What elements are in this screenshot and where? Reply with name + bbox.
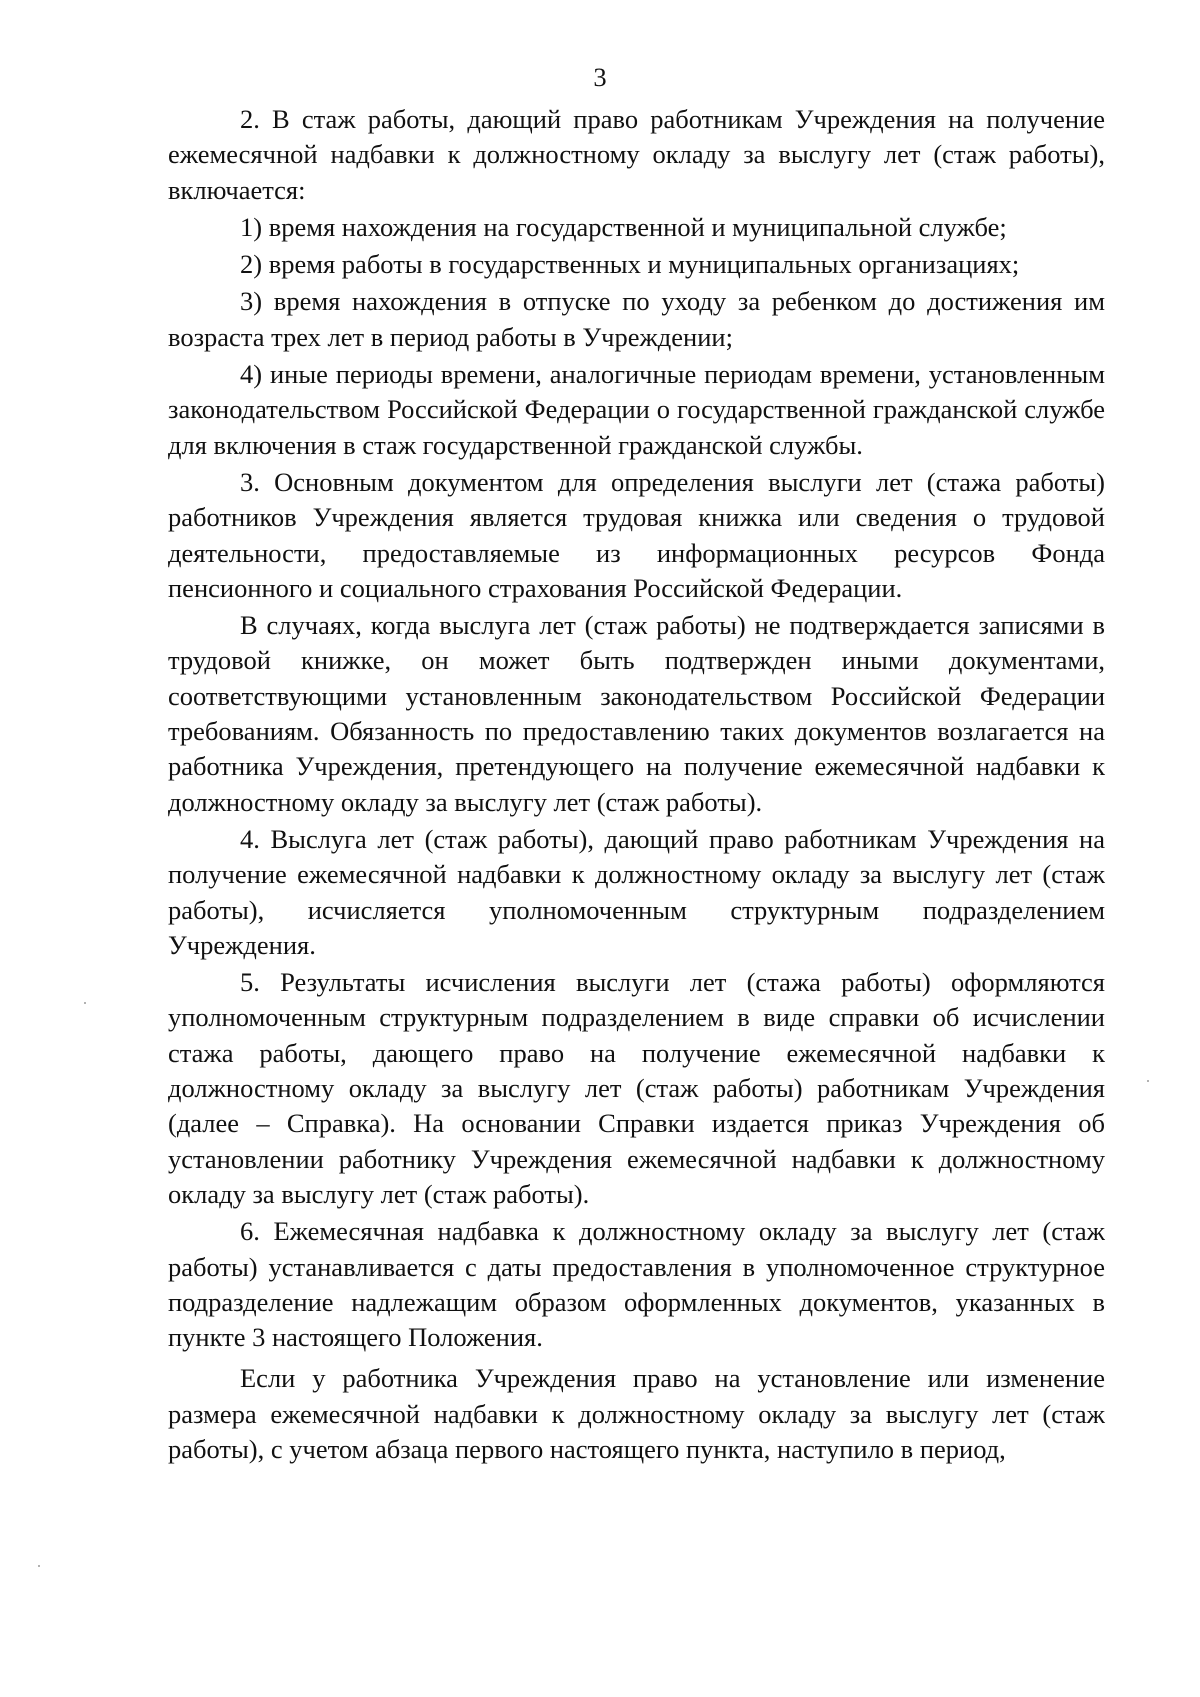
- paragraph-item-5: 5. Результаты исчисления выслуги лет (стажа работы) оформляются уполномоченным структурным подразделением в виде справки об исчислении стажа работы, дающего право на получение ежемесячной надбавки к должностному окладу за выслугу лет (стаж работы) работникам Учреждения (далее – Справка). На основании Справки издается приказ Учреждения об установлении работнику Учреждения ежемесячной надбавки к должностному окладу за выслугу лет (стаж работы).: [168, 967, 1105, 1209]
- paragraph-item-6: 6. Ежемесячная надбавка к должностному окладу за выслугу лет (стаж работы) устанавливается с даты предоставления в уполномоченное структурное подразделение надлежащим образом оформленных документов, указанных в пункте 3 настоящего Положения.: [168, 1216, 1105, 1353]
- document-body: [168, 102, 1105, 1469]
- paragraph-item-3-continued: В случаях, когда выслуга лет (стаж работы) не подтверждается записями в трудовой книжке, он может быть подтвержден иными документами, соответствующими установленным законодательством Российской Федерации требованиям. Обязанность по предоставлению таких документов возлагается на работника Учреждения, претендующего на получение ежемесячной надбавки к должностному окладу за выслугу лет (стаж работы).: [168, 610, 1105, 817]
- paragraph-subitem-1: 1) время нахождения на государственной и муниципальной службе;: [240, 211, 1007, 242]
- paragraph-subitem-4: 4) иные периоды времени, аналогичные периодам времени, установленным законодательством Российской Федерации о государственной гражданской службе для включения в стаж государственной гражданской службы.: [168, 359, 1105, 460]
- paragraph-item-3: 3. Основным документом для определения выслуги лет (стажа работы) работников Учреждения является трудовая книжка или сведения о трудовой деятельности, предоставляемые из информационных ресурсов Фонда пенсионного и социального страхования Российской Федерации.: [168, 466, 1105, 603]
- scan-speck: [38, 1565, 40, 1567]
- paragraph-subitem-2: 2) время работы в государственных и муниципальных организациях;: [240, 249, 1020, 280]
- scan-speck: [1147, 1080, 1149, 1082]
- paragraph-subitem-3: 3) время нахождения в отпуске по уходу за ребенком до достижения им возраста трех лет в период работы в Учреждении;: [168, 286, 1105, 352]
- paragraph-item-6-continued: Если у работника Учреждения право на установление или изменение размера ежемесячной надбавки к должностному окладу за выслугу лет (стаж работы), с учетом абзаца первого настоящего пункта, наступило в период,: [168, 1363, 1105, 1464]
- paragraph-item-2: 2. В стаж работы, дающий право работникам Учреждения на получение ежемесячной надбавки к должностному окладу за выслугу лет (стаж работы), включается:: [168, 104, 1105, 205]
- paragraph-item-4: 4. Выслуга лет (стаж работы), дающий право работникам Учреждения на получение ежемесячной надбавки к должностному окладу за выслугу лет (стаж работы), исчисляется уполномоченным структурным подразделением Учреждения.: [168, 823, 1105, 960]
- scan-speck: [84, 1002, 86, 1004]
- page-number: 3: [593, 62, 607, 92]
